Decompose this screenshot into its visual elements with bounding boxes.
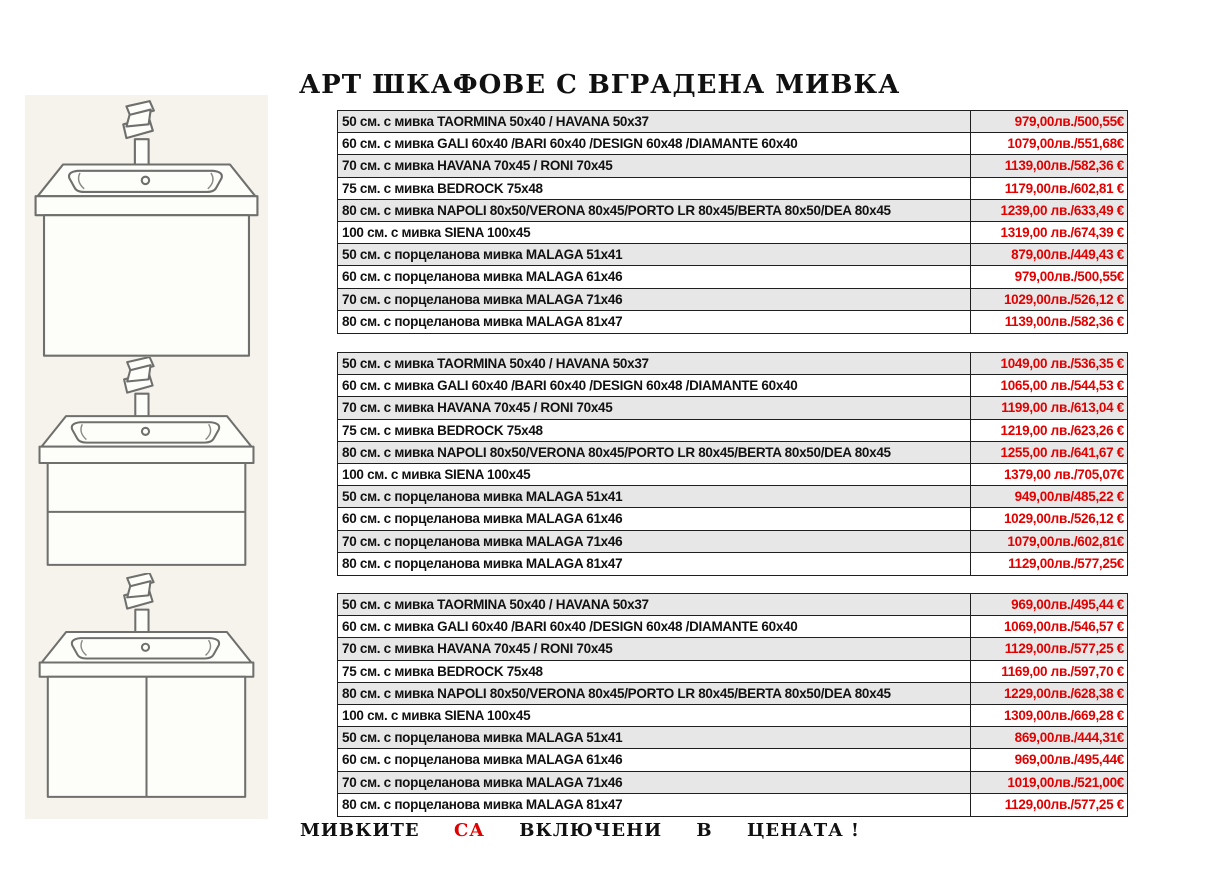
table-row [338, 772, 1127, 794]
product-description: 75 см. с мивка BEDROCK 75x48 [342, 180, 543, 196]
product-description: 50 см. с порцеланова мивка MALAGA 51x41 [342, 489, 623, 505]
product-description: 80 см. с порцеланова мивка MALAGA 81x47 [342, 797, 623, 813]
product-description: 75 см. с мивка BEDROCK 75x48 [342, 422, 543, 438]
product-description: 100 см. с мивка SIENA 100x45 [342, 467, 531, 483]
table-row [338, 638, 1127, 660]
product-description: 70 см. с мивка HAVANA 70x45 / RONI 70x45 [342, 158, 613, 174]
product-description: 70 см. с мивка HAVANA 70x45 / RONI 70x45 [342, 400, 613, 416]
product-description: 60 см. с порцеланова мивка MALAGA 61x46 [342, 269, 623, 285]
product-description: 70 см. с мивка HAVANA 70x45 / RONI 70x45 [342, 641, 613, 657]
product-price: 969,00лв./495,44€ [970, 749, 1127, 770]
table-row [338, 244, 1127, 266]
table-row [338, 442, 1127, 464]
vanity-cabinet-single-front-icon [25, 99, 268, 361]
product-description: 60 см. с мивка GALI 60x40 /BARI 60x40 /DESIGN 60x48 /DIAMANTE 60x40 [342, 136, 798, 152]
product-price: 1239,00 лв./633,49 € [970, 200, 1127, 221]
table-row [338, 794, 1127, 816]
product-price: 1069,00лв./546,57 € [970, 616, 1127, 637]
product-price: 1139,00лв./582,36 € [970, 311, 1127, 333]
footer-word: МИВКИТЕ [300, 820, 420, 841]
product-description: 80 см. с мивка NAPOLI 80x50/VERONA 80x45/PORTO LR 80x45/BERTA 80x50/DEA 80x45 [342, 202, 891, 218]
product-description: 80 см. с мивка NAPOLI 80x50/VERONA 80x45/PORTO LR 80x45/BERTA 80x50/DEA 80x45 [342, 444, 891, 460]
product-price: 1029,00лв./526,12 € [970, 508, 1127, 529]
table-row [338, 266, 1127, 288]
product-description: 70 см. с порцеланова мивка MALAGA 71x46 [342, 774, 623, 790]
product-description: 75 см. с мивка BEDROCK 75x48 [342, 663, 543, 679]
table-row [338, 531, 1127, 553]
table-row [338, 553, 1127, 575]
product-description: 80 см. с порцеланова мивка MALAGA 81x47 [342, 556, 623, 572]
product-price: 1169,00 лв./597,70 € [970, 661, 1127, 682]
footer-note [300, 820, 860, 841]
product-price: 1129,00лв./577,25 € [970, 794, 1127, 816]
product-description: 60 см. с порцеланова мивка MALAGA 61x46 [342, 511, 623, 527]
product-description: 50 см. с мивка TAORMINA 50x40 / HAVANA 50x37 [342, 356, 649, 372]
product-price: 1379,00 лв./705,07€ [970, 464, 1127, 485]
product-description: 60 см. с мивка GALI 60x40 /BARI 60x40 /DESIGN 60x48 /DIAMANTE 60x40 [342, 619, 798, 635]
product-price: 1219,00 лв./623,26 € [970, 420, 1127, 441]
table-row [338, 486, 1127, 508]
product-price: 1079,00лв./551,68€ [970, 133, 1127, 154]
table-row [338, 111, 1127, 133]
table-row [338, 375, 1127, 397]
table-row [338, 222, 1127, 244]
table-row [338, 464, 1127, 486]
footer-word: ЦЕНАТА ! [746, 820, 860, 841]
table-row [338, 705, 1127, 727]
table-row [338, 420, 1127, 442]
price-table-3 [337, 593, 1128, 817]
table-row [338, 594, 1127, 616]
table-row [338, 683, 1127, 705]
product-price: 1065,00 лв./544,53 € [970, 375, 1127, 396]
table-row [338, 200, 1127, 222]
table-row [338, 289, 1127, 311]
vanity-cabinet-two-drawers-icon [25, 357, 268, 573]
product-price: 1199,00 лв./613,04 € [970, 397, 1127, 418]
product-description: 80 см. с мивка NAPOLI 80x50/VERONA 80x45/PORTO LR 80x45/BERTA 80x50/DEA 80x45 [342, 685, 891, 701]
table-row [338, 178, 1127, 200]
table-row [338, 508, 1127, 530]
product-price: 869,00лв./444,31€ [970, 727, 1127, 748]
footer-word-highlighted: СА [453, 820, 485, 841]
product-price: 1079,00лв./602,81€ [970, 531, 1127, 552]
product-description: 100 см. с мивка SIENA 100x45 [342, 708, 531, 724]
table-row [338, 616, 1127, 638]
product-description: 60 см. с мивка GALI 60x40 /BARI 60x40 /DESIGN 60x48 /DIAMANTE 60x40 [342, 378, 798, 394]
table-row [338, 727, 1127, 749]
product-price: 1229,00лв./628,38 € [970, 683, 1127, 704]
product-price: 1049,00 лв./536,35 € [970, 353, 1127, 374]
price-table-1 [337, 110, 1128, 334]
product-description: 100 см. с мивка SIENA 100x45 [342, 225, 531, 241]
table-row [338, 155, 1127, 177]
product-price: 949,00лв/485,22 € [970, 486, 1127, 507]
product-price: 1139,00лв./582,36 € [970, 155, 1127, 176]
product-description: 80 см. с порцеланова мивка MALAGA 81x47 [342, 314, 623, 330]
product-price: 1319,00 лв./674,39 € [970, 222, 1127, 243]
table-row [338, 311, 1127, 333]
vanity-cabinet-two-doors-icon [25, 573, 268, 805]
product-price: 1029,00лв./526,12 € [970, 289, 1127, 310]
product-description: 50 см. с порцеланова мивка MALAGA 51x41 [342, 247, 623, 263]
product-price: 879,00лв./449,43 € [970, 244, 1127, 265]
product-description: 50 см. с мивка TAORMINA 50x40 / HAVANA 50x37 [342, 114, 649, 130]
product-price: 1179,00лв./602,81 € [970, 178, 1127, 199]
product-description: 50 см. с мивка TAORMINA 50x40 / HAVANA 50x37 [342, 597, 649, 613]
page-title: АРТ ШКАФОВЕ С ВГРАДЕНА МИВКА [299, 70, 901, 100]
product-price: 1129,00лв./577,25€ [970, 553, 1127, 575]
product-price: 1255,00 лв./641,67 € [970, 442, 1127, 463]
table-row [338, 749, 1127, 771]
product-price: 1129,00лв./577,25 € [970, 638, 1127, 659]
product-price: 979,00лв./500,55€ [970, 111, 1127, 132]
product-description: 70 см. с порцеланова мивка MALAGA 71x46 [342, 533, 623, 549]
table-row [338, 661, 1127, 683]
product-price: 1019,00лв./521,00€ [970, 772, 1127, 793]
product-price: 979,00лв./500,55€ [970, 266, 1127, 287]
product-description: 70 см. с порцеланова мивка MALAGA 71x46 [342, 291, 623, 307]
footer-word: ВКЛЮЧЕНИ [519, 820, 663, 841]
product-price: 969,00лв./495,44 € [970, 594, 1127, 615]
illustration-panel [25, 95, 268, 819]
product-description: 60 см. с порцеланова мивка MALAGA 61x46 [342, 752, 623, 768]
price-table-2 [337, 352, 1128, 576]
table-row [338, 397, 1127, 419]
product-price: 1309,00лв./669,28 € [970, 705, 1127, 726]
product-description: 50 см. с порцеланова мивка MALAGA 51x41 [342, 730, 623, 746]
table-row [338, 133, 1127, 155]
table-row [338, 353, 1127, 375]
footer-word: В [696, 820, 713, 841]
